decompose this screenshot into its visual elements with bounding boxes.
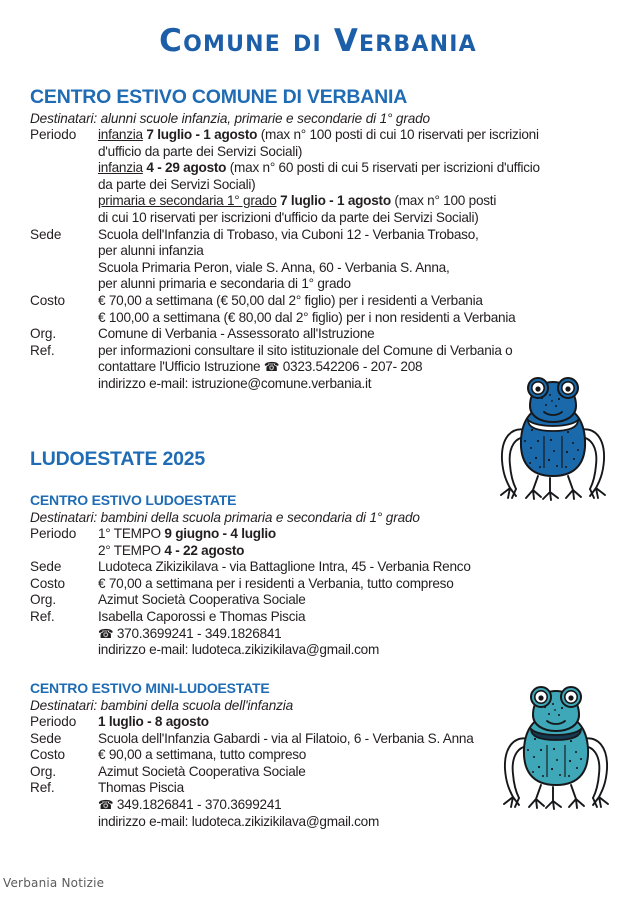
periodo-rest-3: (max n° 100 posti	[390, 193, 497, 209]
value-costo	[98, 747, 510, 764]
section2-detail-rows	[30, 526, 510, 659]
telephone-icon: ☎	[98, 796, 114, 812]
value-costo	[98, 576, 510, 593]
tempo-2-dates: 4 - 22 agosto	[164, 542, 245, 558]
ref-phone: 0323.542206 - 207- 208	[279, 359, 423, 375]
ref-phone: 349.1826841 - 370.3699241	[113, 796, 282, 812]
label-periodo: Periodo	[30, 127, 77, 142]
value-org	[98, 764, 510, 781]
footer-credit: Verbania Notizie	[3, 876, 105, 890]
page-title: Comune di Verbania	[159, 23, 477, 59]
label-sede: Sede	[30, 559, 62, 575]
value-periodo	[98, 714, 510, 731]
sede-line-3: Scuola Primaria Peron, viale S. Anna, 60 - Verbania S. Anna,	[98, 259, 450, 275]
ref-line-2-pre: contattare l'Ufficio Istruzione	[98, 359, 264, 375]
ludoestate-title: LUDOESTATE 2025	[30, 448, 206, 470]
periodo-tag-1: infanzia	[98, 127, 143, 142]
value-periodo	[98, 526, 510, 559]
label-costo: Costo	[30, 292, 66, 308]
row-ref	[30, 780, 510, 830]
section2-heading: CENTRO ESTIVO LUDOESTATE	[30, 492, 237, 508]
row-costo	[30, 576, 510, 593]
label-ref: Ref.	[30, 780, 55, 796]
label-costo: Costo	[30, 575, 66, 591]
tempo-1-dates: 9 giugno - 4 luglio	[164, 526, 276, 541]
label-periodo: Periodo	[30, 714, 77, 729]
frog-teal-icon	[492, 676, 620, 816]
tempo-2-label: 2° TEMPO	[98, 542, 165, 558]
label-periodo: Periodo	[30, 526, 77, 541]
value-ref	[98, 780, 510, 830]
row-sede	[30, 227, 606, 293]
value-sede	[98, 731, 510, 748]
costo-text: € 90,00 a settimana, tutto compreso	[98, 747, 307, 763]
ref-email: indirizzo e-mail: ludoteca.zikizikilava@gmail.com	[98, 813, 380, 829]
telephone-icon: ☎	[263, 359, 280, 375]
section-centro-estivo-ludoestate	[30, 492, 510, 659]
ludoestate-section-title-wrap	[30, 448, 450, 471]
periodo-line-2: d'ufficio da parte dei Servizi Sociali)	[98, 143, 303, 159]
ref-email: indirizzo e-mail: ludoteca.zikizikilava@gmail.com	[98, 642, 380, 658]
row-sede	[30, 731, 510, 748]
row-costo	[30, 293, 606, 326]
periodo-rest-2: (max n° 60 posti di cui 5 riservati per iscrizioni d'ufficio	[226, 160, 540, 176]
telephone-icon: ☎	[98, 625, 114, 641]
section2-destinatari: Destinatari: bambini della scuola primaria e secondaria di 1° grado	[30, 510, 420, 525]
section1-detail-rows	[30, 127, 606, 393]
value-costo	[98, 293, 606, 326]
ref-names: Isabella Caporossi e Thomas Piscia	[98, 608, 306, 624]
row-costo	[30, 747, 510, 764]
section3-heading: CENTRO ESTIVO MINI-LUDOESTATE	[30, 680, 270, 696]
section-centro-estivo-mini-ludoestate	[30, 680, 510, 830]
label-sede: Sede	[30, 730, 62, 746]
costo-line-2: € 100,00 a settimana (€ 80,00 dal 2° figlio) per i non residenti a Verbania	[98, 309, 516, 325]
value-ref	[98, 609, 510, 659]
label-org: Org.	[30, 763, 57, 779]
org-text: Azimut Società Cooperativa Sociale	[98, 763, 306, 779]
value-sede	[98, 559, 510, 576]
row-ref	[30, 609, 510, 659]
sede-line-1: Scuola dell'Infanzia di Trobaso, via Cuboni 12 - Verbania Trobaso,	[98, 226, 479, 242]
periodo-dates: 1 luglio - 8 agosto	[98, 714, 209, 729]
row-sede	[30, 559, 510, 576]
periodo-line-6: di cui 10 riservati per iscrizioni d'ufficio da parte dei Servizi Sociali)	[98, 209, 479, 225]
row-periodo	[30, 714, 510, 731]
frog-blue-icon	[488, 368, 618, 503]
ref-names: Thomas Piscia	[98, 780, 184, 796]
ref-phone: 370.3699241 - 349.1826841	[113, 625, 282, 641]
tempo-1-label: 1° TEMPO	[98, 526, 165, 541]
label-org: Org.	[30, 326, 57, 342]
value-sede	[98, 227, 606, 293]
ref-line-1: per informazioni consultare il sito istituzionale del Comune di Verbania o	[98, 342, 513, 358]
org-text: Comune di Verbania - Assessorato all'Istruzione	[98, 326, 375, 342]
sede-line-2: per alunni infanzia	[98, 243, 204, 259]
value-org	[98, 326, 606, 343]
row-org	[30, 764, 510, 781]
periodo-tag-3: primaria e secondaria 1° grado	[98, 193, 277, 209]
label-sede: Sede	[30, 226, 62, 242]
row-periodo	[30, 127, 606, 227]
ref-email: indirizzo e-mail: istruzione@comune.verbania.it	[98, 375, 372, 391]
row-org	[30, 326, 606, 343]
section3-destinatari: Destinatari: bambini della scuola dell'infanzia	[30, 698, 294, 713]
periodo-dates-2: 4 - 29 agosto	[146, 160, 227, 176]
org-text: Azimut Società Cooperativa Sociale	[98, 592, 306, 608]
row-org	[30, 592, 510, 609]
periodo-rest-1: (max n° 100 posti di cui 10 riservati per iscrizioni	[257, 127, 539, 142]
section1-destinatari: Destinatari: alunni scuole infanzia, primarie e secondarie di 1° grado	[30, 111, 430, 126]
sede-line-4: per alunni primaria e secondaria di 1° grado	[98, 276, 351, 292]
section1-heading: CENTRO ESTIVO COMUNE DI VERBANIA	[30, 86, 408, 108]
value-org	[98, 592, 510, 609]
label-ref: Ref.	[30, 342, 55, 358]
label-org: Org.	[30, 592, 57, 608]
costo-line-1: € 70,00 a settimana (€ 50,00 dal 2° figlio) per i residenti a Verbania	[98, 292, 483, 308]
sede-text: Scuola dell'Infanzia Gabardi - via al Filatoio, 6 - Verbania S. Anna	[98, 730, 474, 746]
periodo-tag-2: infanzia	[98, 160, 143, 176]
label-ref: Ref.	[30, 608, 55, 624]
periodo-dates-3: 7 luglio - 1 agosto	[280, 193, 391, 209]
periodo-dates-1: 7 luglio - 1 agosto	[146, 127, 258, 142]
section-centro-estivo-comune	[30, 86, 606, 393]
value-periodo	[98, 127, 606, 227]
section3-detail-rows	[30, 714, 510, 830]
costo-text: € 70,00 a settimana per i residenti a Verbania, tutto compreso	[98, 575, 454, 591]
label-costo: Costo	[30, 747, 66, 763]
periodo-line-4: da parte dei Servizi Sociali)	[98, 176, 256, 192]
sede-text: Ludoteca Zikizikilava - via Battaglione Intra, 45 - Verbania Renco	[98, 559, 471, 575]
row-periodo	[30, 526, 510, 559]
